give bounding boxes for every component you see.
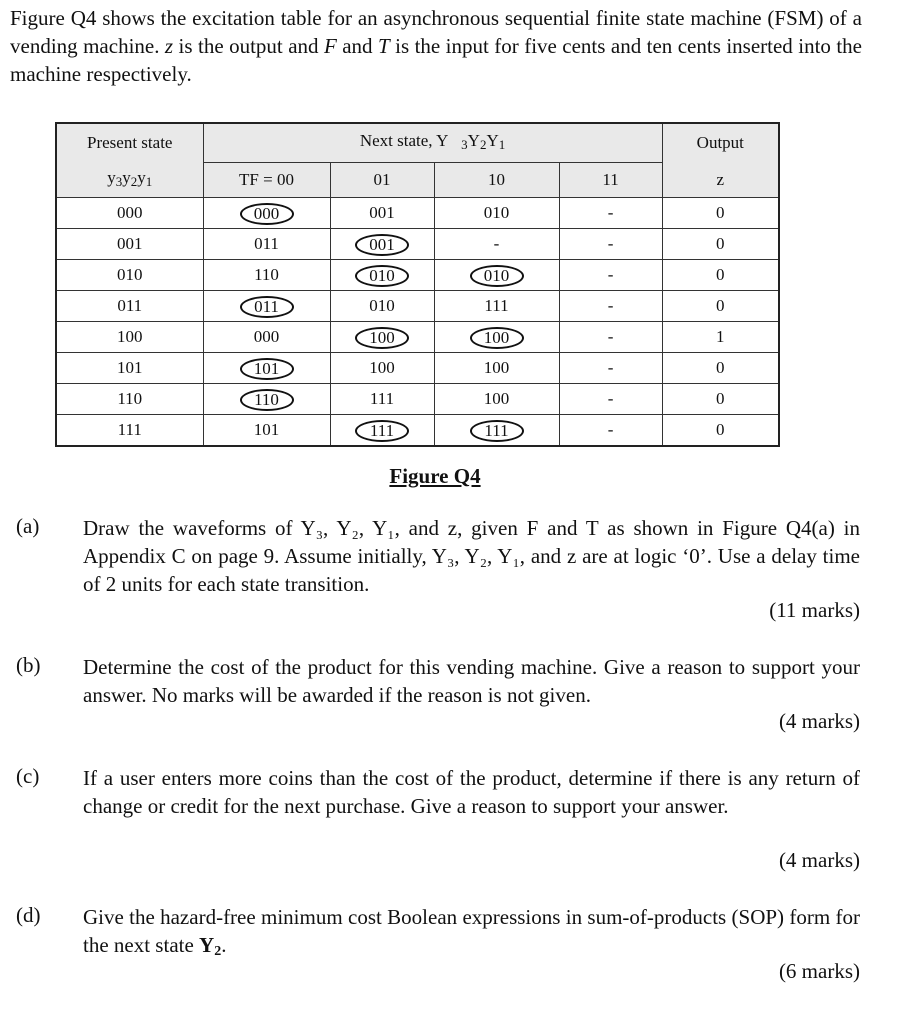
stable-state-circle: 100 (470, 327, 524, 349)
question-a-marks: (11 marks) (769, 598, 860, 622)
table-row: 111 101 111 111 - 0 (56, 414, 779, 446)
stable-state-circle: 111 (355, 420, 409, 442)
table-row: 010 110 010 010 - 0 (56, 259, 779, 290)
header-present-state: Present state (56, 123, 203, 163)
stable-state-circle: 101 (240, 358, 294, 380)
stable-state-circle: 000 (240, 203, 294, 225)
stable-state-circle: 010 (470, 265, 524, 287)
question-b-marks: (4 marks) (778, 709, 860, 733)
question-b-text: Determine the cost of the product for this vending machine. Give a reason to support your answer. No marks will be awarded if the reason is not given. (83, 655, 860, 707)
question-c-label: (c) (16, 764, 40, 788)
header-output: Output (662, 123, 779, 163)
header-11: 11 (559, 163, 662, 198)
stable-state-circle: 110 (240, 389, 294, 411)
question-c-marks: (4 marks) (778, 848, 860, 872)
question-d-label: (d) (16, 903, 41, 927)
header-y3y2y1: y3y2y1 (56, 163, 203, 198)
var-z: z (164, 34, 174, 58)
var-F: F (323, 34, 337, 58)
question-d-marks: (6 marks) (778, 959, 860, 983)
stable-state-circle: 011 (240, 296, 294, 318)
table-row: 100 000 100 100 - 1 (56, 321, 779, 352)
question-a-text: Draw the waveforms of Y₃, Y₂, Y₁, and z, given F and T as shown in Figure Q4(a) in Appendix C on page 9. Assume initially, Y₃, Y₂, Y₁, and z are at logic ‘0’. Use a delay time of 2 units for each state transition. (83, 516, 860, 596)
header-tf00: TF = 00 (203, 163, 330, 198)
question-a-label: (a) (16, 514, 40, 538)
header-z: z (662, 163, 779, 198)
table-row: 000 000 001 010 - 0 (56, 197, 779, 228)
table-row: 110 110 111 100 - 0 (56, 383, 779, 414)
question-d-text: Give the hazard-free minimum cost Boolean expressions in sum-of-products (SOP) form for the next state $Y_2$. (83, 905, 860, 959)
header-10: 10 (434, 163, 559, 198)
table-row: 011 011 010 111 - 0 (56, 290, 779, 321)
excitation-table (55, 122, 780, 447)
stable-state-circle: 001 (355, 234, 409, 256)
stable-state-circle: 010 (355, 265, 409, 287)
intro-paragraph: Figure Q4 shows the excitation table for an asynchronous sequential finite state machine (FSM) of a vending machine. z is the output and F and T is the input for five cents and ten cents inserted into the machine respectively. (10, 6, 862, 86)
question-b-label: (b) (16, 653, 41, 677)
stable-state-circle: 111 (470, 420, 524, 442)
header-next-state: Next state, Y 3Y2Y1 (203, 123, 662, 163)
stable-state-circle: 100 (355, 327, 409, 349)
var-T: T (378, 34, 390, 58)
header-01: 01 (330, 163, 434, 198)
table-row: 101 101 100 100 - 0 (56, 352, 779, 383)
table-row: 001 011 001 - - 0 (56, 228, 779, 259)
question-c-text: If a user enters more coins than the cost of the product, determine if there is any return of change or credit for the next purchase. Give a reason to support your answer. (83, 766, 860, 818)
figure-caption: Figure Q4 (389, 464, 481, 488)
